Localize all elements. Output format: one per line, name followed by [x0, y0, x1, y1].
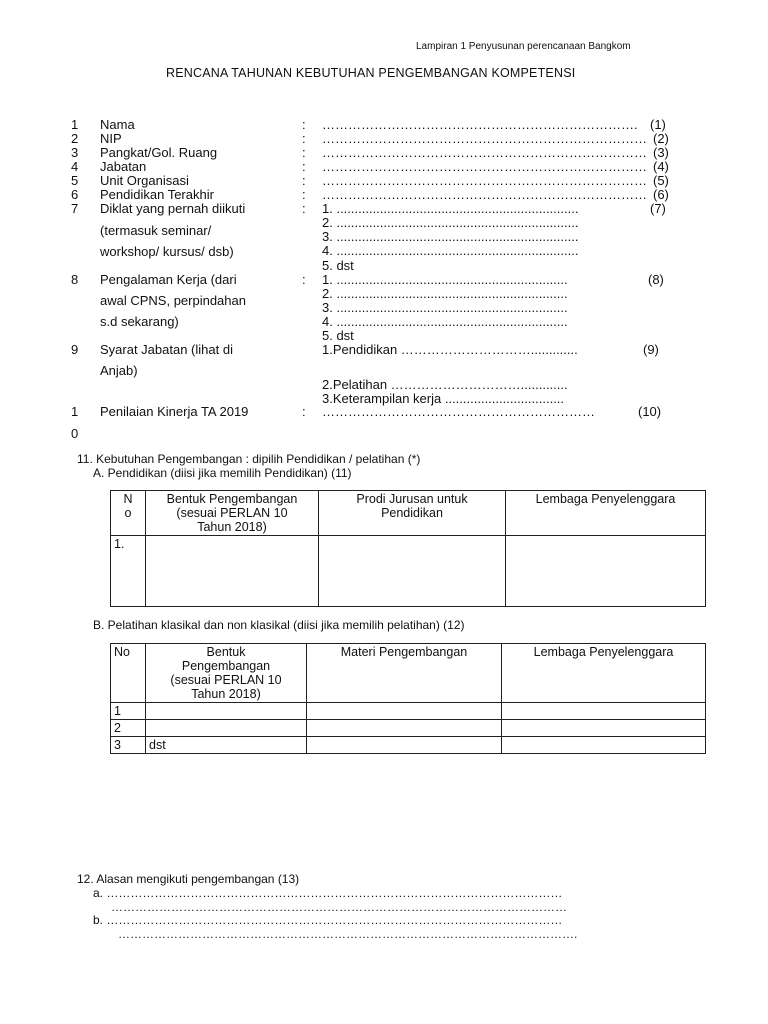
column-header-bentuk: Bentuk Pengembangan (sesuai PERLAN 10 Tahun 2018)	[146, 644, 307, 703]
field-dots: …………………………………………………………………	[322, 174, 647, 188]
section-12-heading: 12. Alasan mengikuti pengembangan (13)	[77, 872, 300, 886]
pengalaman-item: 1. ................................................................	[322, 273, 568, 287]
syarat-label-line: Syarat Jabatan (lihat di	[100, 342, 233, 357]
table-cell[interactable]	[307, 737, 502, 754]
field-ref: (6)	[653, 187, 669, 202]
diklat-label-line	[100, 202, 290, 216]
field-dots: …………………………………………………………………	[322, 160, 647, 174]
field-ref: (9)	[643, 342, 659, 357]
syarat-label-line: Anjab)	[100, 363, 138, 378]
section-11b-heading: B. Pelatihan klasikal dan non klasikal (diisi jika memilih pelatihan) (12)	[93, 618, 465, 632]
field-number: 2	[71, 131, 79, 146]
column-header-no: N o	[111, 491, 146, 536]
table-cell[interactable]	[506, 536, 706, 607]
table-cell[interactable]	[502, 703, 706, 720]
diklat-label-text: Diklat yang pernah diikuti	[100, 201, 246, 216]
field-number: 7	[71, 201, 79, 216]
table-cell[interactable]	[146, 703, 307, 720]
field-number: 6	[71, 187, 79, 202]
field-label-jabatan: Jabatan	[100, 159, 147, 174]
diklat-item: 1. ...................................................................	[322, 202, 579, 216]
field-label-unit: Unit Organisasi	[100, 173, 189, 188]
field-number: 1	[71, 404, 79, 419]
reason-line-b-cont: …………………………………………………………………………………………………….	[118, 927, 578, 941]
table-cell[interactable]: 3	[111, 737, 146, 754]
field-dots: …………………………………………………………………	[322, 188, 647, 202]
table-cell[interactable]: 2	[111, 720, 146, 737]
field-dots: ……………………………………………………………….	[322, 118, 638, 132]
field-number: 9	[71, 342, 79, 357]
field-colon: :	[302, 159, 306, 174]
table-row	[111, 536, 706, 607]
field-colon: :	[302, 131, 306, 146]
diklat-item: 3. ...................................................................	[322, 230, 579, 244]
table-header-row	[111, 644, 706, 703]
pengalaman-item: 2. ................................................................	[322, 287, 568, 301]
table-header-row	[111, 491, 706, 536]
table-cell[interactable]	[502, 720, 706, 737]
field-ref: (4)	[653, 159, 669, 174]
field-colon: :	[302, 187, 306, 202]
field-ref: (2)	[653, 131, 669, 146]
document-title: RENCANA TAHUNAN KEBUTUHAN PENGEMBANGAN KOMPETENSI	[166, 66, 576, 80]
table-row	[111, 737, 706, 754]
section-11a-heading: A. Pendidikan (diisi jika memilih Pendidikan) (11)	[93, 466, 352, 480]
field-ref: (5)	[653, 173, 669, 188]
field-number: 3	[71, 145, 79, 160]
reason-line-a: a. ……………………………………………………………………………………………………	[93, 886, 563, 900]
field-number: 1	[71, 117, 79, 132]
pendidikan-table	[110, 490, 706, 607]
pengalaman-label-line: Pengalaman Kerja (dari	[100, 272, 237, 287]
diklat-item: 5. dst	[322, 258, 354, 273]
pengalaman-item: 3. ................................................................	[322, 301, 568, 315]
field-colon: :	[302, 272, 306, 287]
pengalaman-item: 4. ................................................................	[322, 315, 568, 329]
field-colon: :	[302, 201, 306, 216]
field-dots: …………………………………………………………………	[322, 132, 647, 146]
field-label-nama: Nama	[100, 117, 135, 132]
field-number: 5	[71, 173, 79, 188]
table-cell[interactable]	[146, 536, 319, 607]
field-colon: :	[302, 404, 306, 419]
pengalaman-label-line: s.d sekarang)	[100, 314, 179, 329]
field-number: 8	[71, 272, 79, 287]
table-cell[interactable]: 1	[111, 703, 146, 720]
pengalaman-label-line: awal CPNS, perpindahan	[100, 293, 246, 308]
table-row	[111, 720, 706, 737]
pengalaman-item: 5. dst	[322, 328, 354, 343]
penilaian-label: Penilaian Kinerja TA 2019	[100, 404, 249, 419]
table-cell[interactable]: dst	[146, 737, 307, 754]
diklat-item: 2. ...................................................................	[322, 216, 579, 230]
table-cell[interactable]	[502, 737, 706, 754]
field-number: 0	[71, 426, 79, 441]
table-cell[interactable]: 1.	[111, 536, 146, 607]
diklat-item: 4. ...................................................................	[322, 244, 579, 258]
column-header-lembaga: Lembaga Penyelenggara	[502, 644, 706, 703]
field-label-nip: NIP	[100, 131, 122, 146]
field-ref: (8)	[648, 272, 664, 287]
field-ref: (3)	[653, 145, 669, 160]
pelatihan-table	[110, 643, 706, 754]
table-cell[interactable]	[319, 536, 506, 607]
field-number: 4	[71, 159, 79, 174]
reason-line-a-cont: ……………………………………………………………………………………………………	[111, 900, 567, 914]
table-cell[interactable]	[307, 720, 502, 737]
field-colon: :	[302, 173, 306, 188]
field-label-pangkat: Pangkat/Gol. Ruang	[100, 145, 218, 160]
field-ref: (1)	[650, 117, 666, 132]
diklat-label-line: workshop/ kursus/ dsb)	[100, 244, 234, 259]
column-header-prodi: Prodi Jurusan untuk Pendidikan	[319, 491, 506, 536]
column-header-no: No	[111, 644, 146, 703]
field-dots: ………………………………………………………	[322, 405, 595, 419]
column-header-lembaga: Lembaga Penyelenggara	[506, 491, 706, 536]
column-header-materi: Materi Pengembangan	[307, 644, 502, 703]
syarat-item: 1.Pendidikan ………………………….............	[322, 343, 578, 357]
reason-line-b: b. ……………………………………………………………………………………………………	[93, 913, 563, 927]
table-row	[111, 703, 706, 720]
field-ref: (10)	[638, 404, 662, 419]
syarat-item: 2.Pelatihan ………………………….............	[322, 378, 568, 392]
field-ref: (7)	[650, 201, 666, 216]
field-colon: :	[302, 117, 306, 132]
field-dots: …………………………………………………………………	[322, 146, 647, 160]
table-cell[interactable]	[146, 720, 307, 737]
section-11-heading: 11. Kebutuhan Pengembangan : dipilih Pendidikan / pelatihan (*)	[77, 452, 421, 466]
attachment-note: Lampiran 1 Penyusunan perencanaan Bangkom	[416, 41, 631, 52]
field-colon: :	[302, 145, 306, 160]
column-header-bentuk: Bentuk Pengembangan (sesuai PERLAN 10 Tahun 2018)	[146, 491, 319, 536]
syarat-item: 3.Keterampilan kerja .................................	[322, 392, 565, 406]
diklat-label-line: (termasuk seminar/	[100, 223, 212, 238]
field-label-pendidikan: Pendidikan Terakhir	[100, 187, 214, 202]
table-cell[interactable]	[307, 703, 502, 720]
